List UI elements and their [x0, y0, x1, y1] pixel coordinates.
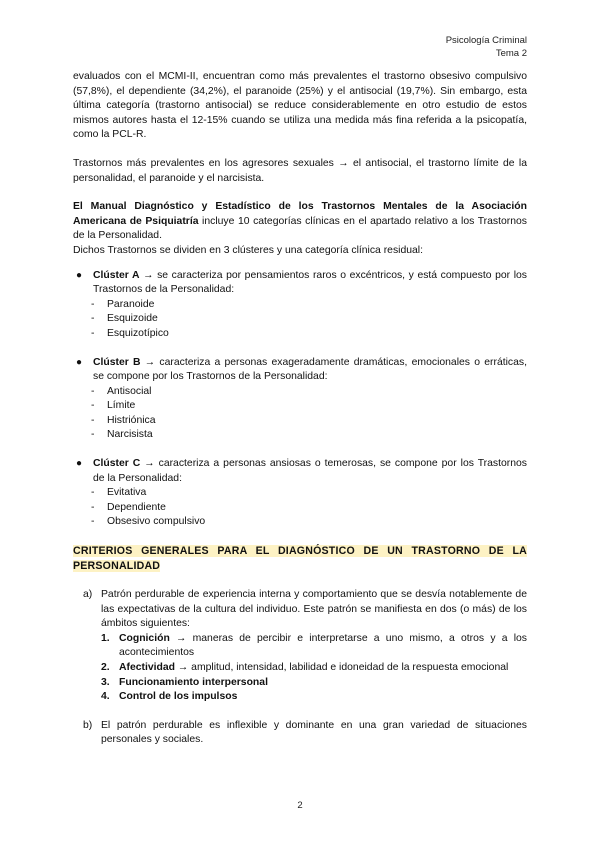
- list-item: - Paranoide: [91, 298, 155, 310]
- cluster-a-list: [73, 298, 527, 342]
- list-item: - Obsesivo compulsivo: [91, 516, 206, 528]
- dsm-clusters-intro: Dichos Trastornos se dividen en 3 clústeres y una categoría clínica residual:: [73, 244, 423, 256]
- list-item: 2. Afectividad → amplitud, intensidad, labilidad e idoneidad de la respuesta emocional: [101, 662, 509, 673]
- dsm-paragraph: [73, 200, 527, 244]
- criterion-a-text: Patrón perdurable de experiencia interna y comportamiento que se desvía notablemente de las expectativas de la cultura del individuo. Este patrón se manifiesta en dos (o más) de los ámbitos siguientes:: [101, 589, 527, 630]
- cluster-c-list: [73, 486, 527, 530]
- page-header: [446, 34, 527, 60]
- intro-paragraph-2: Trastornos más prevalentes en los agresores sexuales → el antisocial, el trastorno límite de la personalidad, el paranoide y el narcisista.: [73, 157, 527, 184]
- list-item: - Límite: [91, 400, 136, 412]
- dsm-title: El Manual Diagnóstico y Estadístico de los Trastornos Mentales de la Asociación Americana de Psiquiatría: [73, 201, 527, 227]
- cluster-a-name: Clúster A: [93, 269, 140, 281]
- header-subject: Psicología Criminal: [445, 35, 527, 46]
- cluster-b-list: [73, 385, 527, 443]
- bullet-icon: ●: [76, 458, 83, 470]
- intro-paragraph-1: evaluados con el MCMI-II, encuentran como más prevalentes el trastorno obsesivo compulsivo (57,8%), el dependiente (34,2%), el paranoide (25%) y el antisocial (19,7%). Sin embargo, esta última categoría (trastorno antisocial) se reduce considerablemente en otro estudio de estos mismos autores hasta el 12-15% cuando se utiliza una medida más fina referida a la psicopatía, como la PCL-R.: [73, 71, 527, 141]
- cluster-a-block: [73, 269, 527, 342]
- criterion-b-text: El patrón perdurable es inflexible y dominante en una gran variedad de situaciones personales y sociales.: [101, 719, 527, 746]
- list-item: - Esquizotípico: [91, 327, 169, 339]
- cluster-c-description: → caracteriza a personas ansiosas o temerosas, se compone por los Trastornos de la Personalidad:: [93, 458, 527, 484]
- list-item: - Antisocial: [91, 385, 152, 397]
- cluster-c-bullet: [73, 457, 527, 486]
- list-item: - Dependiente: [91, 501, 166, 513]
- page-content: [73, 70, 527, 748]
- criteria-heading: CRITERIOS GENERALES PARA EL DIAGNÓSTICO DE UN TRASTORNO DE LA PERSONALIDAD: [73, 545, 527, 573]
- criterion-a-areas: [73, 632, 527, 705]
- cluster-c-name: Clúster C: [93, 458, 141, 470]
- cluster-c-block: [73, 457, 527, 530]
- header-topic: Tema 2: [495, 48, 527, 59]
- page-number: 2: [297, 800, 303, 811]
- cluster-b-name: Clúster B: [93, 356, 141, 368]
- cluster-a-bullet: [73, 269, 527, 298]
- list-item: 1. Cognición → maneras de percibir e interpretarse a uno mismo, a otros y a los acontecimientos: [101, 632, 527, 659]
- list-item: - Histriónica: [91, 414, 156, 426]
- cluster-a-description: → se caracteriza por pensamientos raros o excéntricos, y está compuesto por los Trastornos de la Personalidad:: [93, 269, 527, 296]
- list-item: - Evitativa: [91, 487, 147, 499]
- cluster-b-block: [73, 356, 527, 444]
- bullet-icon: ●: [76, 269, 83, 281]
- dsm-description: incluye 10 categorías clínicas en el apartado relativo a los Trastornos de la Personalidad.: [73, 215, 527, 242]
- list-item: 4. Control de los impulsos: [101, 691, 238, 703]
- criterion-a: a) Patrón perdurable de experiencia interna y comportamiento que se desvía notablemente de las expectativas de la cultura del individuo. Este patrón se manifiesta en dos (o más) de los ámbitos siguientes:: [83, 589, 527, 630]
- criterion-b: b) El patrón perdurable es inflexible y dominante en una gran variedad de situaciones personales y sociales.: [83, 719, 527, 746]
- cluster-b-description: → caracteriza a personas exageradamente dramáticas, emocionales o erráticas, se compone por los Trastornos de la Personalidad:: [93, 356, 527, 383]
- list-item: - Narcisista: [91, 429, 153, 441]
- list-item: - Esquizoide: [91, 313, 158, 325]
- bullet-icon: ●: [76, 356, 83, 368]
- list-item: 3. Funcionamiento interpersonal: [101, 676, 268, 688]
- cluster-b-bullet: [73, 356, 527, 385]
